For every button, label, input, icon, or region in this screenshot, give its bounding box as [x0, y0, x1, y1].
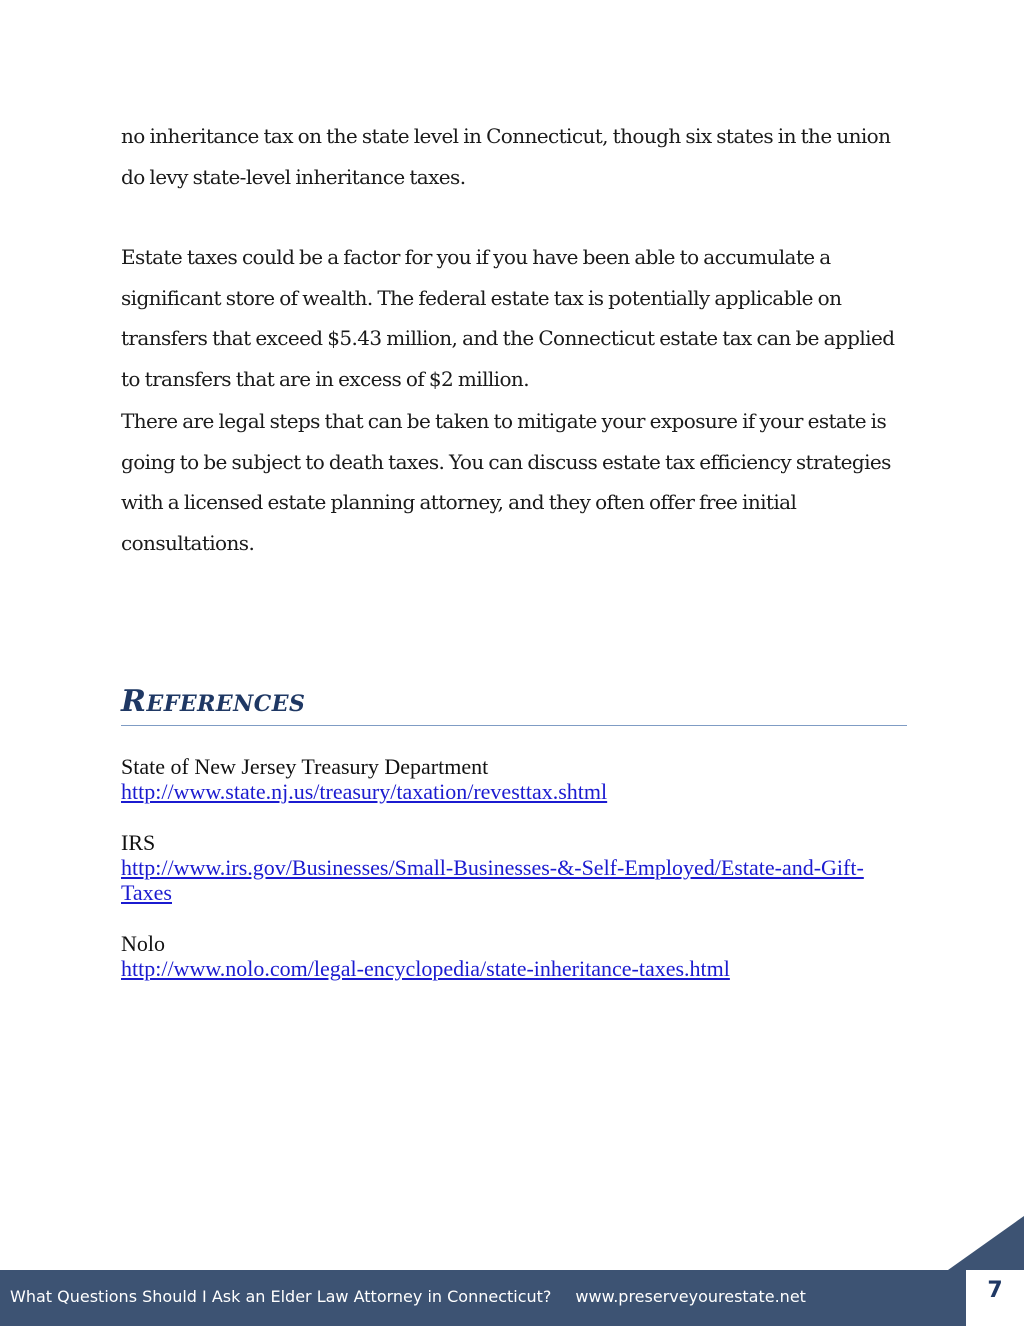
reference-item	[121, 830, 911, 905]
reference-link[interactable]: http://www.irs.gov/Businesses/Small-Businesses-&-Self-Employed/Estate-and-Gift-Taxes	[121, 855, 864, 905]
references-heading-initial: R	[121, 684, 147, 719]
footer-corner-shape	[948, 1216, 1024, 1270]
footer-title: What Questions Should I Ask an Elder Law Attorney in Connecticut?	[10, 1287, 552, 1306]
references-list	[121, 754, 911, 1007]
footer-text	[10, 1287, 806, 1306]
references-heading	[121, 684, 907, 726]
reference-item	[121, 931, 911, 981]
reference-link[interactable]: http://www.state.nj.us/treasury/taxation/revesttax.shtml	[121, 779, 608, 804]
body-text	[121, 116, 911, 563]
reference-link[interactable]: http://www.nolo.com/legal-encyclopedia/state-inheritance-taxes.html	[121, 956, 730, 981]
reference-source: IRS	[121, 830, 156, 855]
paragraph-legal-steps: There are legal steps that can be taken to mitigate your exposure if your estate is going to be subject to death taxes. You can discuss estate tax efficiency strategies with a licensed estate planning attorney, and they often offer free initial consultations.	[121, 409, 891, 555]
paragraph-estate-tax-factor: Estate taxes could be a factor for you if you have been able to accumulate a significant store of wealth. The federal estate tax is potentially applicable on transfers that exceed $5.43 million, and the Connecticut estate tax can be applied to transfers that are in excess of $2 million.	[121, 245, 895, 391]
reference-source: State of New Jersey Treasury Department	[121, 754, 489, 779]
reference-item	[121, 754, 911, 804]
page-number: 7	[987, 1278, 1003, 1303]
reference-source: Nolo	[121, 931, 165, 956]
paragraph-inheritance-tax: no inheritance tax on the state level in Connecticut, though six states in the union do levy state-level inheritance taxes.	[121, 124, 891, 189]
references-heading-rest: EFERENCES	[146, 691, 306, 717]
footer-website: www.preserveyourestate.net	[575, 1287, 806, 1306]
